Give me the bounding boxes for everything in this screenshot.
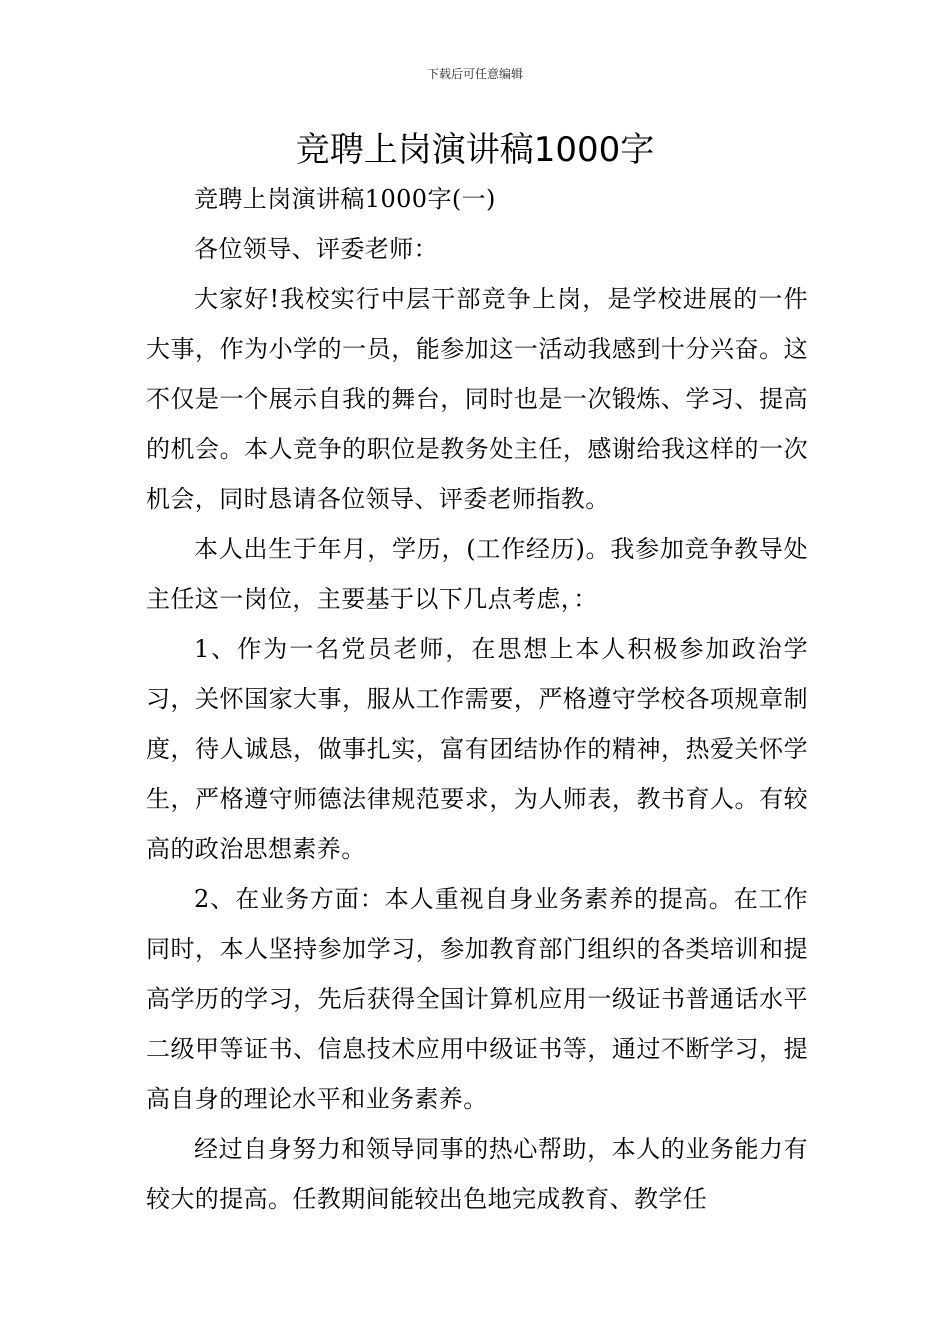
body-paragraph: 2、在业务方面：本人重视自身业务素养的提高。在工作同时，本人坚持参加学习，参加教育部门组织的各类培训和提高学历的学习，先后获得全国计算机应用一级证书普通话水平二级甲等证书、信息技术应用中级证书等，通过不断学习，提高自身的理论水平和业务素养。: [146, 885, 808, 1113]
body-paragraph: 经过自身努力和领导同事的热心帮助，本人的业务能力有较大的提高。任教期间能较出色地完成教育、教学任: [146, 1135, 808, 1213]
body-paragraph: 本人出生于年月，学历，(工作经历)。我参加竞争教导处主任这一岗位，主要基于以下几点考虑，：: [146, 535, 808, 613]
document-title: 竞聘上岗演讲稿1000字: [295, 130, 655, 170]
body-paragraph: 1、作为一名党员老师，在思想上本人积极参加政治学习，关怀国家大事，服从工作需要，严格遵守学校各项规章制度，待人诚恳，做事扎实，富有团结协作的精神，热爱关怀学生，严格遵守师德法律规范要求，为人师表，教书育人。有较高的政治思想素养。: [146, 635, 808, 863]
body-paragraph: 大家好!我校实行中层干部竞争上岗，是学校进展的一件大事，作为小学的一员，能参加这一活动我感到十分兴奋。这不仅是一个展示自我的舞台，同时也是一次锻炼、学习、提高的机会。本人竞争的职位是教务处主任，感谢给我这样的一次机会，同时恳请各位领导、评委老师指教。: [146, 285, 808, 513]
salutation-paragraph: 各位领导、评委老师：: [194, 235, 438, 263]
document-body: [146, 174, 808, 1224]
header-note: 下载后可任意编辑: [426, 67, 523, 81]
subtitle-paragraph: 竞聘上岗演讲稿1000字(一): [194, 185, 496, 213]
